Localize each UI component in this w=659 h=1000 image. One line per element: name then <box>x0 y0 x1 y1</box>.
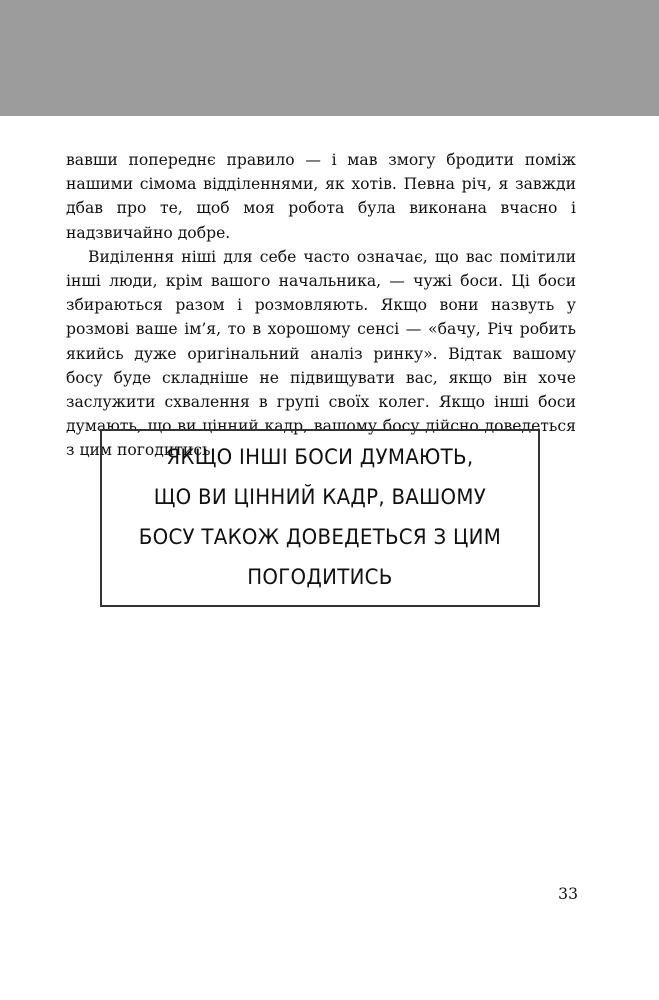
pull-quote-line: ЯКЩО ІНШІ БОСИ ДУМАЮТЬ, <box>166 445 474 470</box>
pull-quote-line: БОСУ ТАКОЖ ДОВЕДЕТЬСЯ З ЦИМ <box>138 525 502 550</box>
paragraph: Виділення ніші для себе часто означає, що вас помітили інші люди, крім вашого начальника, — чужі боси. Ці боси збираються разом і розмовляють. Якщо вони назвуть у розмові ваше ім’я, то в хорошому сенсі — «бачу, Річ робить якийсь дуже оригінальний аналіз ринку». Відтак вашому босу буде складніше не підвищувати вас, якщо він хоче заслужити схвалення в групі своїх колег. Якщо інші боси думають, що ви цінний кадр, вашому босу дійсно доведеться з цим погодитись. <box>66 247 576 460</box>
pull-quote-box <box>100 429 540 607</box>
page-number: 33 <box>558 885 578 903</box>
pull-quote-text <box>139 438 501 598</box>
paragraph-continued: вавши попереднє правило — і мав змогу бродити поміж нашими сімома відділеннями, як хотів. Певна річ, я завжди дбав про те, щоб моя робота була виконана вчасно і надзвичайно добре. <box>66 151 576 242</box>
body-text <box>66 148 576 463</box>
pull-quote-line: ПОГОДИТИСЬ <box>247 565 393 590</box>
pull-quote-line: ЩО ВИ ЦІННИЙ КАДР, ВАШОМУ <box>153 485 487 510</box>
header-band <box>0 0 659 116</box>
